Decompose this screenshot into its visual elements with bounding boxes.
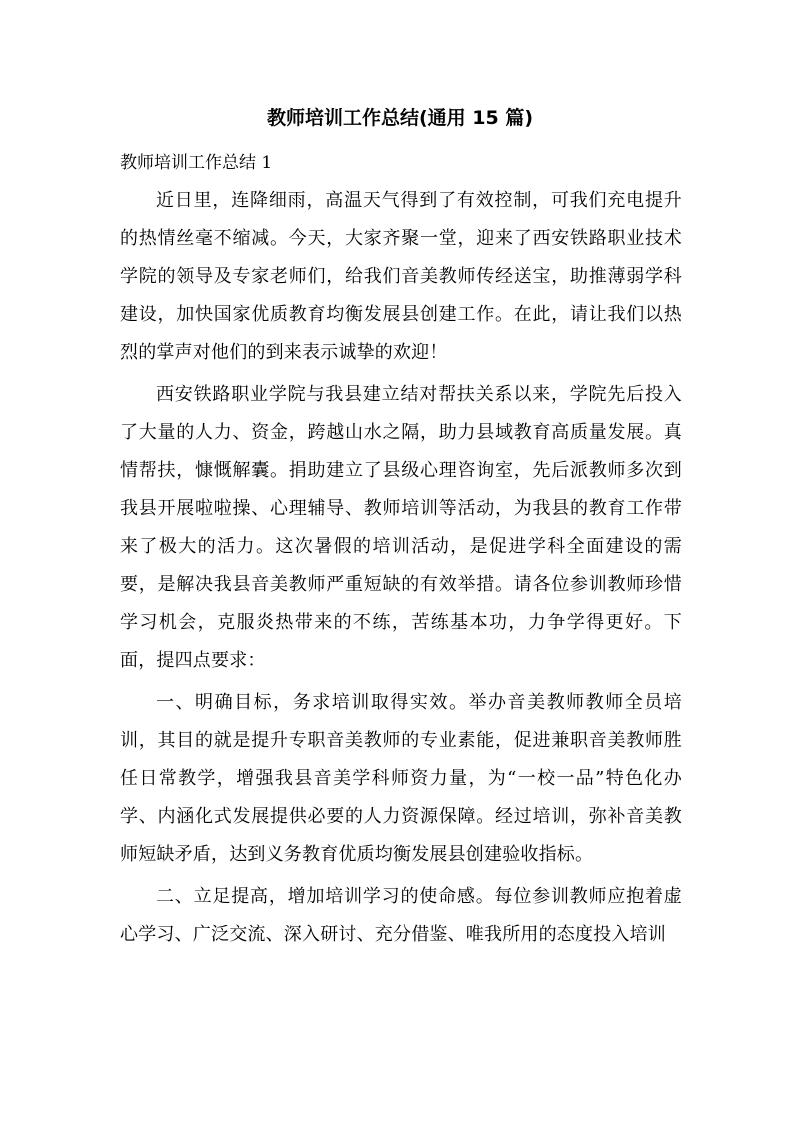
document-title: 教师培训工作总结(通用 15 篇) [266,107,534,129]
paragraph-partnership: 西安铁路职业学院与我县建立结对帮扶关系以来，学院先后投入了大量的人力、资金，跨越山水之隔，助力县域教育高质量发展。真情帮扶，慷慨解囊。捐助建立了县级心理咨询室，先后派教师多次到我县开展啦啦操、心理辅导、教师培训等活动，为我县的教育工作带来了极大的活力。这次暑假的培训活动，是促进学科全面建设的需要，是解决我县音美教师严重短缺的有效举措。请各位参训教师珍惜学习机会，克服炎热带来的不练，苦练基本功，力争学得更好。下面，提四点要求： [120,384,682,671]
paragraph-requirement-two: 二、立足提高，增加培训学习的使命感。每位参训教师应抱着虚心学习、广泛交流、深入研讨、充分借鉴、唯我所用的态度投入培训 [120,886,682,945]
paragraph-requirement-one: 一、明确目标，务求培训取得实效。举办音美教师教师全员培训，其目的就是提升专职音美教师的专业素能，促进兼职音美教师胜任日常教学，增强我县音美学科师资力量，为“一校一品”特色化办学、内涵化式发展提供必要的人力资源保障。经过培训，弥补音美教师短缺矛盾，达到义务教育优质均衡发展县创建验收指标。 [120,692,682,865]
document-body [120,144,682,958]
paragraph-welcome: 近日里，连降细雨，高温天气得到了有效控制，可我们充电提升的热情丝毫不缩减。今天，大家齐聚一堂，迎来了西安铁路职业技术学院的领导及专家老师们，给我们音美教师传经送宝，助推薄弱学科建设，加快国家优质教育均衡发展县创建工作。在此，请让我们以热烈的掌声对他们的到来表示诚挚的欢迎！ [120,190,682,363]
section-subheading: 教师培训工作总结 1 [120,153,273,173]
